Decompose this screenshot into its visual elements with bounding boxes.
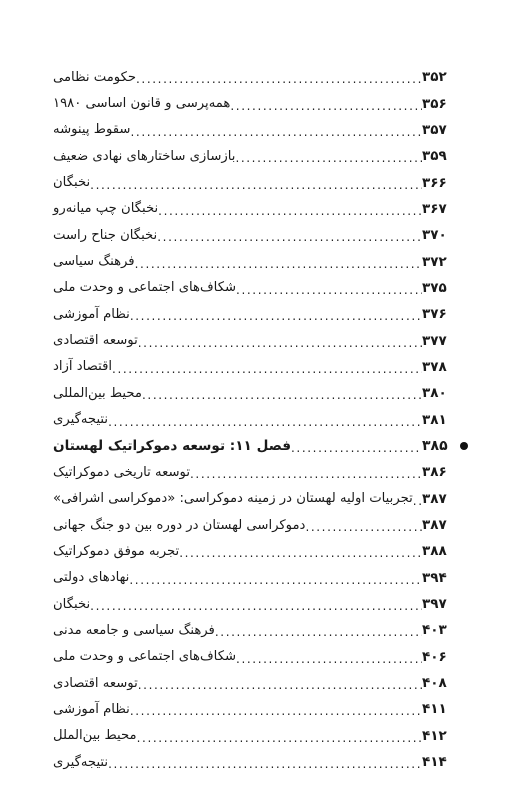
toc-entry [50, 486, 456, 512]
toc-entry [50, 565, 456, 591]
toc-entry-title: شکاف‌های اجتماعی و وحدت ملی [53, 280, 237, 296]
toc-page-number: ۳۷۷ [422, 332, 447, 349]
toc-entry [50, 591, 456, 617]
toc-page-number: ۳۶۷ [422, 200, 447, 217]
toc-entry [50, 512, 456, 538]
toc-entry-title: توسعه تاریخی دموکراتیک [53, 464, 191, 480]
toc-entry [50, 617, 456, 643]
dot-leader [179, 543, 422, 559]
toc-page-number: ۳۸۷ [422, 517, 447, 534]
toc-entry [50, 644, 456, 670]
toc-entry-title: نهادهای دولتی [53, 570, 130, 586]
dot-leader [235, 148, 422, 164]
toc-entry [50, 275, 456, 301]
toc-entry-title: حکومت نظامی [53, 69, 137, 85]
toc-entry [50, 301, 456, 327]
dot-leader [413, 491, 422, 507]
toc-entry-title: تجربه موفق دموکراتیک [53, 543, 180, 559]
dot-leader [108, 754, 422, 770]
dot-leader [138, 333, 422, 349]
toc-entry [50, 143, 456, 169]
toc-entry-title: فرهنگ سیاسی و جامعه مدنی [53, 622, 215, 638]
dot-leader [157, 227, 422, 243]
dot-leader [90, 175, 422, 191]
toc-page-number: ۳۷۲ [422, 253, 447, 270]
toc-entry [50, 749, 456, 775]
toc-entry-title: نتیجه‌گیری [53, 412, 109, 428]
toc-page-number: ۳۷۸ [422, 358, 447, 375]
toc-entry-title: بازسازی ساختارهای نهادی ضعیف [53, 148, 236, 164]
bullet-icon [460, 442, 468, 450]
dot-leader [90, 596, 422, 612]
dot-leader [130, 701, 422, 717]
toc-entry-title: سقوط پینوشه [53, 122, 131, 138]
toc-entry [50, 248, 456, 274]
toc-entry-title: محیط بین‌الملل [53, 728, 137, 744]
toc-entry [50, 90, 456, 116]
toc-entry [50, 196, 456, 222]
toc-page-number: ۳۸۶ [422, 464, 447, 481]
toc-entry-title: نخبگان [53, 596, 91, 612]
toc-page-number: ۳۸۰ [422, 385, 447, 402]
toc-page-number: ۳۸۵ [422, 437, 448, 454]
dot-leader [108, 412, 422, 428]
toc-entry [50, 459, 456, 485]
toc-entry-title: نظام آموزشی [53, 306, 130, 322]
toc-entry [50, 222, 456, 248]
toc-entry [50, 670, 456, 696]
dot-leader [138, 675, 422, 691]
toc-page-number: ۴۰۸ [422, 675, 447, 692]
toc-entry-title: تجربیات اولیه لهستان در زمینه دموکراسی: «دموکراسی اشرافی» [53, 491, 413, 507]
toc-page-number: ۳۹۷ [422, 596, 447, 613]
toc-entry [50, 117, 456, 143]
toc-entry [50, 538, 456, 564]
toc-page-number: ۳۸۸ [422, 543, 447, 560]
dot-leader [136, 69, 422, 85]
toc-entry-title: توسعه اقتصادی [53, 675, 138, 691]
toc-chapter-heading [50, 433, 456, 459]
toc-page-number: ۳۸۷ [422, 490, 447, 507]
dot-leader [129, 570, 422, 586]
toc-page-number: ۳۵۹ [422, 148, 447, 165]
toc-entry [50, 169, 456, 195]
dot-leader [291, 438, 422, 454]
toc-entry [50, 380, 456, 406]
dot-leader [142, 385, 422, 401]
toc-page-number: ۳۵۷ [422, 121, 447, 138]
toc-page-number: ۳۸۱ [422, 411, 447, 428]
toc-entry-title: نخبگان چپ میانه‌رو [53, 201, 159, 217]
toc-page-number: ۴۰۳ [422, 622, 447, 639]
dot-leader [158, 201, 422, 217]
toc-page-number: ۳۷۶ [422, 306, 447, 323]
dot-leader [130, 122, 422, 138]
toc-entry [50, 406, 456, 432]
toc-entry-title: شکاف‌های اجتماعی و وحدت ملی [53, 649, 237, 665]
toc-entry-title: فرهنگ سیاسی [53, 254, 135, 270]
toc-entry-title: فصل ۱۱: توسعه دموکراتیک لهستان [53, 437, 292, 454]
toc-entry-title: نخبگان جناح راست [53, 227, 158, 243]
dot-leader [130, 306, 422, 322]
toc-page-number: ۴۱۲ [422, 727, 447, 744]
toc-entry [50, 327, 456, 353]
toc-entry [50, 696, 456, 722]
toc-entry-title: نتیجه‌گیری [53, 754, 109, 770]
toc-entry-title: نخبگان [53, 175, 91, 191]
toc-entry [50, 354, 456, 380]
toc-entry-title: اقتصاد آزاد [53, 359, 113, 375]
toc-entry [50, 64, 456, 90]
dot-leader [137, 728, 422, 744]
toc-page-number: ۳۹۴ [422, 569, 447, 586]
toc-page-number: ۴۱۱ [422, 701, 447, 718]
toc-page-number: ۴۰۶ [422, 648, 447, 665]
dot-leader [230, 96, 422, 112]
dot-leader [236, 649, 422, 665]
toc-entry [50, 723, 456, 749]
toc-entry-title: همه‌پرسی و قانون اساسی ۱۹۸۰ [53, 96, 231, 112]
toc-page-number: ۳۷۵ [422, 279, 447, 296]
toc-entry-title: محیط بین‌المللی [53, 385, 142, 401]
toc-page-number: ۳۵۲ [422, 69, 447, 86]
dot-leader [215, 622, 422, 638]
dot-leader [236, 280, 422, 296]
dot-leader [135, 254, 422, 270]
toc-entry-title: نظام آموزشی [53, 701, 130, 717]
table-of-contents [50, 64, 456, 775]
toc-entry-title: توسعه اقتصادی [53, 333, 138, 349]
toc-page-number: ۴۱۴ [422, 754, 447, 771]
toc-page-number: ۳۶۶ [422, 174, 447, 191]
dot-leader [305, 517, 422, 533]
dot-leader [112, 359, 422, 375]
toc-page-number: ۳۷۰ [422, 227, 447, 244]
dot-leader [190, 464, 422, 480]
toc-page-number: ۳۵۶ [422, 95, 447, 112]
toc-entry-title: دموکراسی لهستان در دوره بین دو جنگ جهانی [53, 517, 306, 533]
